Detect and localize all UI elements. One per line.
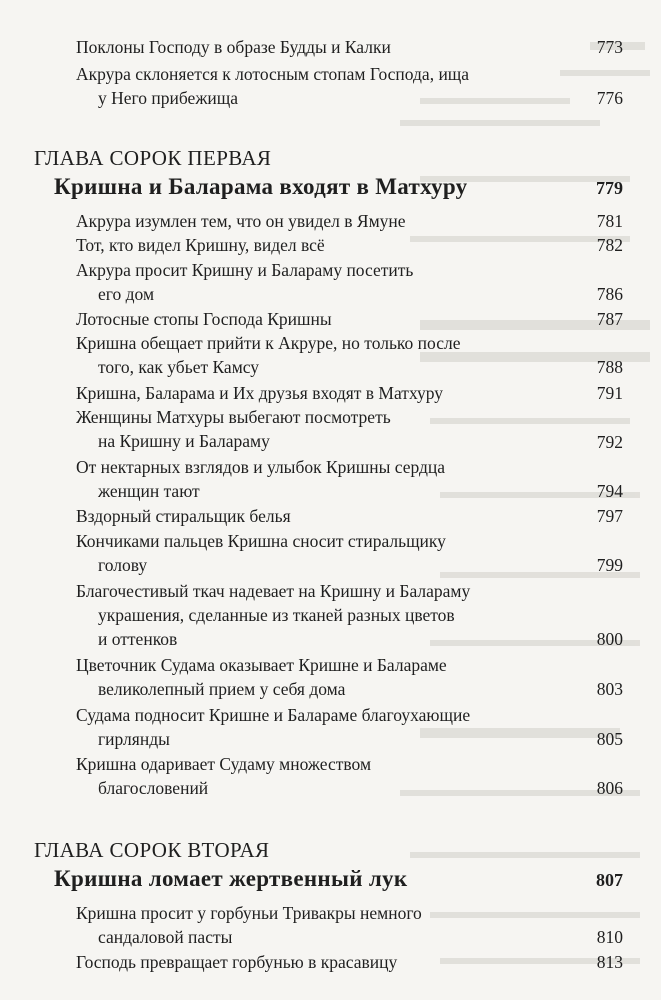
chapter-41-page: 779 <box>596 178 623 198</box>
toc-entry <box>76 901 554 949</box>
toc-entry <box>76 331 554 379</box>
entry-line: Цветочник Судама оказывает Кришне и Балараме <box>76 655 447 675</box>
entry-line: От нектарных взглядов и улыбок Кришны сердца <box>76 457 446 477</box>
toc-entry <box>76 950 554 974</box>
page-number: 794 <box>596 481 623 501</box>
entry-line-continued: голову <box>98 555 148 575</box>
page-number: 810 <box>596 927 623 947</box>
toc-entry <box>76 209 554 233</box>
entry-line: Тот, кто видел Кришну, видел всё <box>76 235 325 255</box>
page-number: 773 <box>596 37 623 57</box>
toc-entry <box>76 504 554 528</box>
page-number: 800 <box>596 629 623 649</box>
entry-line-continued: благословений <box>98 778 209 798</box>
entry-line-continued: у Него прибежища <box>98 88 239 108</box>
entry-line: Акрура склоняется к лотосным стопам Господа, ища <box>76 64 470 84</box>
page-number: 781 <box>596 211 623 231</box>
toc-entry <box>76 703 554 751</box>
toc-entry <box>76 653 554 701</box>
page-number: 792 <box>596 432 623 452</box>
entry-line: Кришна, Баларама и Их друзья входят в Матхуру <box>76 383 444 403</box>
toc-entry <box>76 455 554 503</box>
page-number: 786 <box>596 284 623 304</box>
toc-entry-773 <box>76 35 554 59</box>
entry-line-continued: на Кришну и Балараму <box>98 431 270 451</box>
entry-line: Лотосные стопы Господа Кришны <box>76 309 332 329</box>
page-number: 799 <box>596 555 623 575</box>
toc-entry <box>76 752 554 800</box>
page-number: 803 <box>596 679 623 699</box>
entry-line: Кришна просит у горбуньи Тривакры немного <box>76 903 422 923</box>
entry-line: Господь превращает горбунью в красавицу <box>76 952 398 972</box>
entry-line: Акрура изумлен тем, что он увидел в Ямуне <box>76 211 406 231</box>
entry-line: Благочестивый ткач надевает на Кришну и Балараму <box>76 581 471 601</box>
toc-entry <box>76 381 554 405</box>
toc-entry <box>76 307 554 331</box>
page-number: 797 <box>596 506 623 526</box>
entry-line: Вздорный стиральщик белья <box>76 506 291 526</box>
toc-entry <box>76 529 554 577</box>
page-number: 782 <box>596 235 623 255</box>
entry-line-continued: того, как убьет Камсу <box>98 357 260 377</box>
entry-line: Кришна одаривает Судаму множеством <box>76 754 372 774</box>
chapter-42-title: Кришна ломает жертвенный лук <box>54 866 408 891</box>
toc-entry-776 <box>76 62 554 110</box>
page-number: 813 <box>596 952 623 972</box>
page-number: 788 <box>596 357 623 377</box>
entry-line-continued: украшения, сделанные из тканей разных цветов <box>98 605 455 625</box>
entry-line-continued: и оттенков <box>98 629 178 649</box>
toc-entry <box>76 258 554 306</box>
chapter-41-title: Кришна и Баларама входят в Матхуру <box>54 174 468 199</box>
toc-entry <box>76 405 554 453</box>
entry-line: Акрура просит Кришну и Балараму посетить <box>76 260 414 280</box>
page-number: 791 <box>596 383 623 403</box>
entry-line: Поклоны Господу в образе Будды и Калки <box>76 37 391 57</box>
entry-line-continued: гирлянды <box>98 729 170 749</box>
chapter-41-label: ГЛАВА СОРОК ПЕРВАЯ <box>34 146 272 170</box>
chapter-42-page: 807 <box>596 870 623 890</box>
page-number: 787 <box>596 309 623 329</box>
entry-line-continued: великолепный прием у себя дома <box>98 679 346 699</box>
entry-line-continued: его дом <box>98 284 155 304</box>
page-number: 806 <box>596 778 623 798</box>
page-number: 805 <box>596 729 623 749</box>
page-number: 776 <box>596 88 623 108</box>
entry-line-continued: сандаловой пасты <box>98 927 233 947</box>
entry-line: Кончиками пальцев Кришна сносит стиральщику <box>76 531 446 551</box>
entry-line-continued: женщин тают <box>98 481 200 501</box>
chapter-42-label: ГЛАВА СОРОК ВТОРАЯ <box>34 838 270 862</box>
entry-line: Кришна обещает прийти к Акруре, но только после <box>76 333 461 353</box>
toc-entry <box>76 233 554 257</box>
toc-entry <box>76 579 554 651</box>
entry-line: Судама подносит Кришне и Балараме благоухающие <box>76 705 471 725</box>
entry-line: Женщины Матхуры выбегают посмотреть <box>76 407 391 427</box>
